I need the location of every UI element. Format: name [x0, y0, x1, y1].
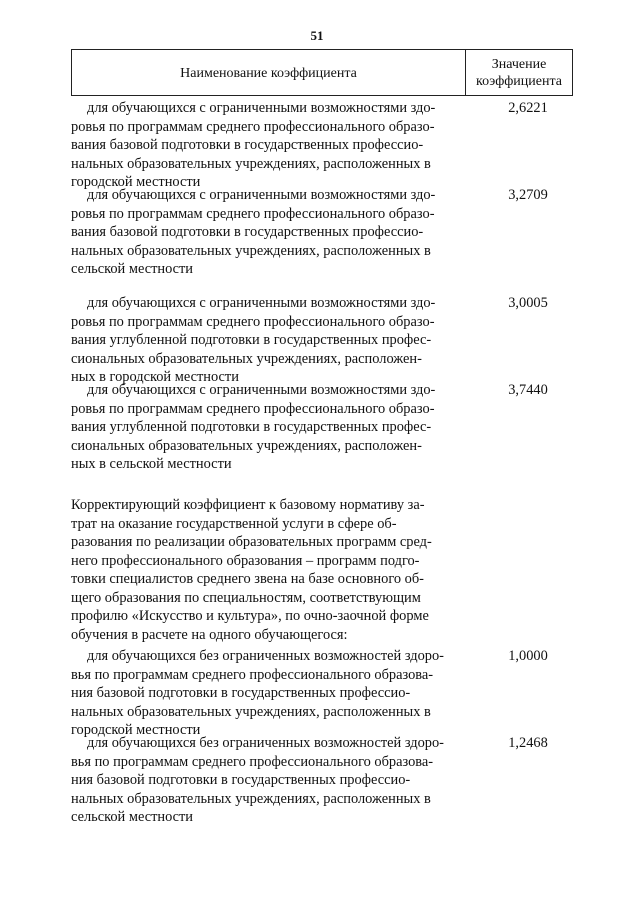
intro-line: Корректирующий коэффициент к базовому нормативу за- [71, 497, 425, 513]
corrective-coefficient-intro [71, 496, 463, 644]
entry-line: нальных образовательных учреждениях, расположенных в [71, 155, 431, 172]
intro-line: профилю «Искусство и культура», по очно-заочной форме [71, 608, 429, 624]
intro-line: разования по реализации образовательных программ сред- [71, 534, 432, 550]
entry-line: нальных образовательных учреждениях, расположенных в [71, 242, 431, 259]
intro-line: него профессионального образования – программ подго- [71, 552, 420, 569]
entry-line: нальных образовательных учреждениях, расположенных в [71, 703, 431, 720]
entry-line: ровья по программам среднего профессионального образо- [71, 118, 435, 135]
header-value-line-1: Значение [491, 56, 547, 72]
entry-line: вания углубленной подготовки в государственных профес- [71, 332, 432, 348]
entry-line: для обучающихся без ограниченных возможностей здоро- [87, 648, 444, 664]
entry-line: вья по программам среднего профессионального образова- [71, 753, 434, 770]
entry-description [71, 186, 463, 279]
entry-line: сиональных образовательных учреждениях, расположен- [71, 350, 422, 367]
entry-line: сиональных образовательных учреждениях, расположен- [71, 437, 422, 454]
page-number: 51 [310, 28, 324, 43]
coefficient-entry [71, 186, 573, 279]
entry-line: сельской местности [71, 809, 193, 825]
entry-line: ровья по программам среднего профессионального образо- [71, 400, 435, 417]
entry-value: 2,6221 [508, 100, 548, 116]
entry-description [71, 647, 463, 740]
intro-line: щего образования по специальностям, соответствующим [71, 589, 421, 606]
intro-line: трат на оказание государственной услуги в сфере об- [71, 515, 397, 532]
entry-value: 1,0000 [508, 648, 548, 664]
table-header [71, 49, 573, 96]
entry-line: ровья по программам среднего профессионального образо- [71, 313, 435, 330]
entry-line: нальных образовательных учреждениях, расположенных в [71, 790, 431, 807]
coefficient-entry [71, 381, 573, 474]
entry-description [71, 294, 463, 387]
entry-value: 3,2709 [508, 187, 548, 203]
entry-line: вания базовой подготовки в государственных профессио- [71, 224, 424, 240]
intro-line: товки специалистов среднего звена на базе основного об- [71, 571, 424, 587]
entry-line: для обучающихся с ограниченными возможностями здо- [87, 187, 436, 203]
coefficient-entry [71, 734, 573, 827]
header-value-line-2: коэффициента [476, 73, 562, 89]
header-coefficient-value [465, 50, 572, 95]
entry-line: для обучающихся с ограниченными возможностями здо- [87, 100, 436, 116]
entry-description [71, 99, 463, 192]
entry-line: вания углубленной подготовки в государственных профес- [71, 419, 432, 435]
entry-line: городской местности [71, 722, 201, 738]
intro-line: обучения в расчете на одного обучающегося: [71, 626, 348, 643]
entry-value: 3,7440 [508, 382, 548, 398]
entry-line: ных в городской местности [71, 369, 239, 385]
header-coefficient-name: Наименование коэффициента [180, 65, 357, 81]
entry-line: ния базовой подготовки в государственных профессио- [71, 772, 411, 788]
entry-line: для обучающихся с ограниченными возможностями здо- [87, 382, 436, 398]
entry-line: сельской местности [71, 261, 193, 277]
entry-line: вания базовой подготовки в государственных профессио- [71, 137, 424, 153]
entry-description [71, 381, 463, 474]
entry-line: вья по программам среднего профессионального образова- [71, 666, 434, 683]
entry-description [71, 734, 463, 827]
coefficient-entry [71, 294, 573, 387]
entry-line: ных в сельской местности [71, 456, 232, 472]
entry-line: ния базовой подготовки в государственных профессио- [71, 685, 411, 701]
entry-line: для обучающихся с ограниченными возможностями здо- [87, 295, 436, 311]
entry-value: 1,2468 [508, 735, 548, 751]
coefficient-entry [71, 647, 573, 740]
entry-value: 3,0005 [508, 295, 548, 311]
entry-line: ровья по программам среднего профессионального образо- [71, 205, 435, 222]
entry-line: городской местности [71, 174, 201, 190]
coefficient-entry [71, 99, 573, 192]
entry-line: для обучающихся без ограниченных возможностей здоро- [87, 735, 444, 751]
